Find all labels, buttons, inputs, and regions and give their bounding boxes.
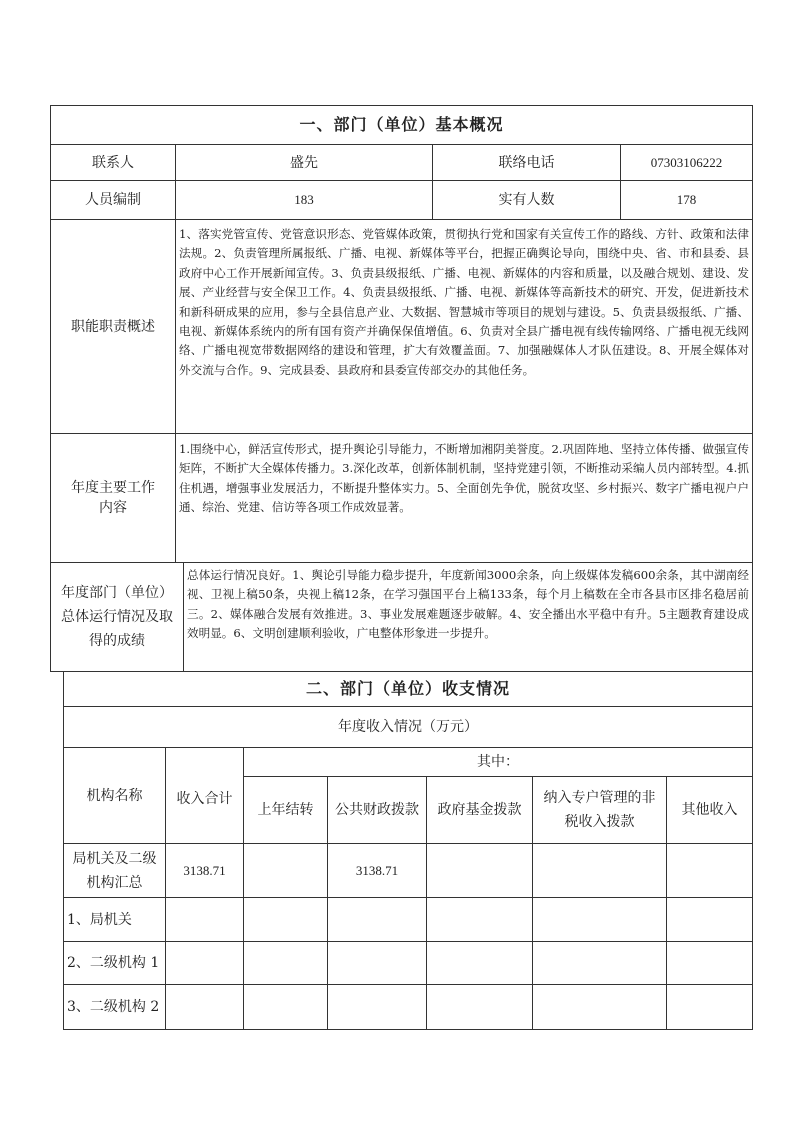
work-text: 1.围绕中心，鲜活宣传形式，提升舆论引导能力，不断增加湘阴美誉度。2.巩固阵地、坚持立体传播、做强宣传矩阵，不断扩大全媒体传播力。3.深化改革，创新体制机制，坚持党建引领，不断推动采编人员内部转型。4.抓住机遇，增强事业发展活力，不断提升整体实力。5、全面创先争优，脱贫攻坚、乡村振兴、数字广播电视户户通、综治、党建、信访等各项工作成效显著。 [179, 442, 749, 515]
row1-nontax [532, 843, 667, 898]
result-text: 总体运行情况良好。1、舆论引导能力稳步提升，年度新闻3000余条，向上级媒体发稿600余条，其中湖南经视、卫视上稿50条，央视上稿12条，在学习强国平台上稿133条，每个月上稿数在全市各县市区排名稳居前三。2、媒体融合发展有效推进。3、事业发展难题逐步破解。4、安全播出水平稳中有升。5主题教育建设成效明显。6、文明创建顺利验收，广电整体形象进一步提升。 [187, 568, 749, 641]
contact-value: 盛先 [290, 154, 318, 171]
row3-total [165, 941, 244, 985]
staff-quota-label: 人员编制 [85, 192, 141, 208]
row1-org: 局机关及二级机构汇总 [72, 850, 157, 891]
staff-quota-value: 183 [294, 192, 314, 207]
phone-label: 联络电话 [498, 154, 555, 171]
row4-carryover [243, 984, 328, 1030]
row4-nontax [532, 984, 667, 1030]
row2-carryover [243, 897, 328, 942]
row3-nontax [532, 941, 667, 985]
col-carryover-header: 上年结转 [257, 802, 314, 818]
row2-other [666, 897, 753, 942]
section1-title: 一、部门（单位）基本概况 [299, 115, 504, 134]
col-fiscal-header: 公共财政拨款 [335, 802, 419, 818]
row3-fund [426, 941, 533, 985]
col-among-header: 其中： [477, 754, 519, 770]
result-label: 年度部门（单位）总体运行情况及取得的成绩 [61, 585, 173, 649]
row2-nontax [532, 897, 667, 942]
section2-title: 二、部门（单位）收支情况 [305, 679, 510, 698]
row1-fiscal: 3138.71 [355, 862, 399, 878]
row3-org: 2、二级机构 1 [67, 955, 160, 971]
row2-total [165, 897, 244, 942]
row4-other [666, 984, 753, 1030]
row4-fiscal [327, 984, 427, 1030]
staff-actual-label: 实有人数 [498, 192, 555, 208]
row1-total: 3138.71 [183, 862, 226, 878]
col-other-header: 其他收入 [681, 802, 738, 818]
row3-carryover [243, 941, 328, 985]
row2-fiscal [327, 897, 427, 942]
col-nontax-header: 纳入专户管理的非税收入拨款 [543, 790, 656, 830]
row3-fiscal [327, 941, 427, 985]
row4-fund [426, 984, 533, 1030]
row4-org: 3、二级机构 2 [67, 999, 160, 1015]
row1-other [666, 843, 753, 898]
duties-text: 1、落实党管宣传、党管意识形态、党管媒体政策，贯彻执行党和国家有关宣传工作的路线、方针、政策和法律法规。2、负责管理所属报纸、广播、电视、新媒体等平台，把握正确舆论导向，围绕中央、省、市和县委、县政府中心工作开展新闻宣传。3、负责县级报纸、广播、电视、新媒体的内容和质量，以及融合规划、建设、发展、产业经营与安全保卫工作。4、负责县级报纸、广播、电视、新媒体等高新技术的研究、开发，促进新技术和新科研成果的应用，参与全县信息产业、大数据、智慧城市等项目的规划与建设。5、负责县级报纸、广播、电视、新媒体系统内的所有国有资产并确保保值增值。6、负责对全县广播电视有线传输网络、广播电视无线网络、广播电视宽带数据网络的建设和管理，扩大有效覆盖面。7、加强融媒体人才队伍建设。8、开展全媒体对外交流与合作。9、完成县委、县政府和县委宣传部交办的其他任务。 [179, 227, 749, 377]
section2-subtitle: 年度收入情况（万元） [338, 719, 478, 735]
row1-fund [426, 843, 533, 898]
col-total-header: 收入合计 [176, 791, 233, 807]
row2-org: 1、局机关 [67, 911, 132, 928]
contact-label: 联系人 [92, 154, 134, 171]
row1-carryover [243, 843, 328, 898]
phone-value: 07303106222 [650, 154, 723, 170]
col-fund-header: 政府基金拨款 [437, 802, 522, 818]
col-org-header: 机构名称 [86, 787, 143, 804]
row3-other [666, 941, 753, 985]
work-label: 年度主要工作内容 [71, 480, 155, 516]
row2-fund [426, 897, 533, 942]
row4-total [165, 984, 244, 1030]
duties-label: 职能职责概述 [71, 318, 155, 335]
staff-actual-value: 178 [676, 192, 697, 207]
